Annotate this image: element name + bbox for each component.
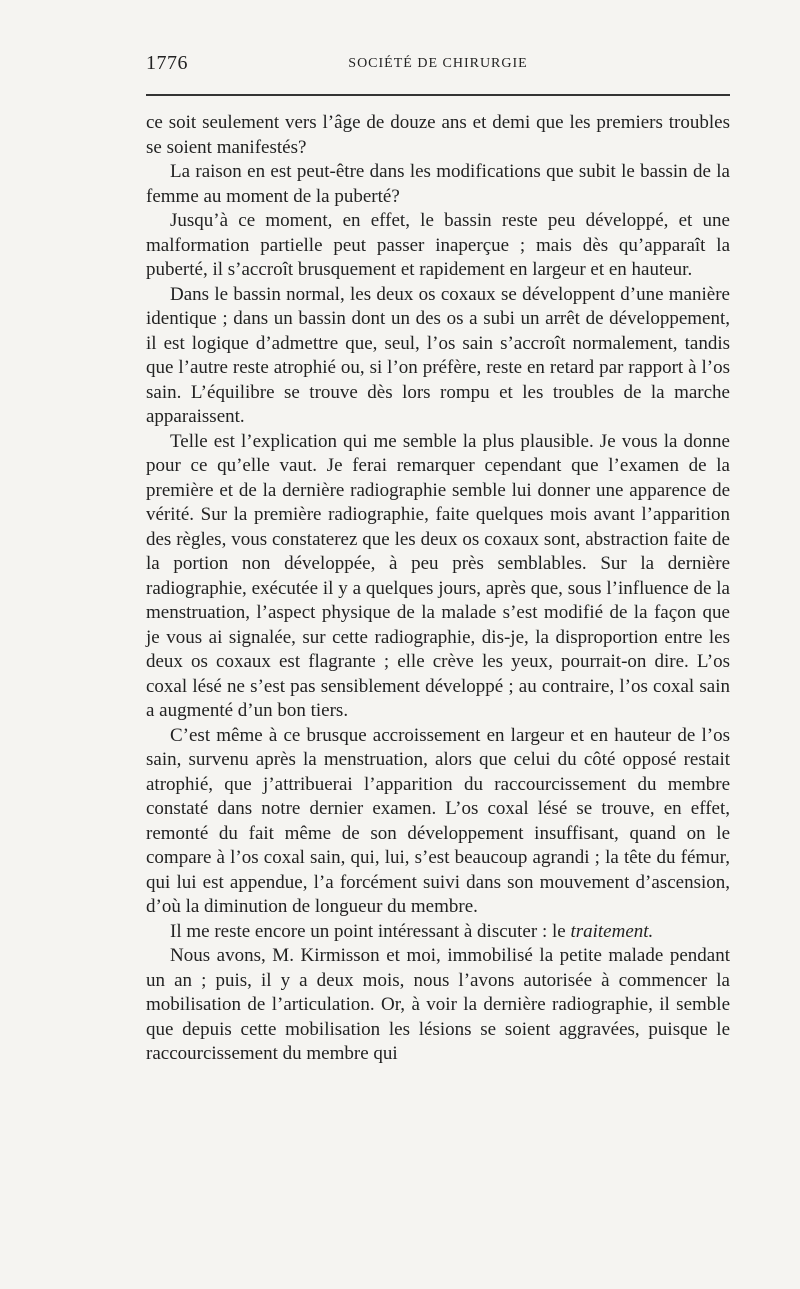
paragraph-2: La raison en est peut-être dans les modifications que subit le bassin de la femme au moment de la puberté? (146, 161, 730, 207)
paragraph-6: C’est même à ce brusque accroissement en largeur et en hauteur de l’os sain, survenu après la menstruation, alors que celui du côté opposé restait atrophié, que j’attribuerai l’apparition du raccourcissement du membre constaté dans notre dernier examen. L’os coxal lésé se trouve, en effet, remonté du fait même de son développement insuffisant, quand on le compare à l’os coxal sain, qui, lui, s’est beaucoup agrandi ; la tête du fémur, qui lui est appendue, l’a forcément suivi dans son mouvement d’ascension, d’où la diminution de longueur du membre. (146, 724, 730, 917)
paragraph-8: Nous avons, M. Kirmisson et moi, immobilisé la petite malade pendant un an ; puis, il y a deux mois, nous l’avons autorisée à commencer la mobilisation de l’articulation. Or, à voir la dernière radiographie, il semble que depuis cette mobilisation les lésions se soient aggravées, puisque le raccourcissement du membre qui (146, 945, 730, 1064)
paragraph-1: ce soit seulement vers l’âge de douze ans et demi que les premiers troubles se soient manifestés? (146, 112, 730, 158)
page-number: 1776 (146, 52, 188, 74)
paragraph-5: Telle est l’explication qui me semble la plus plausible. Je vous la donne pour ce qu’elle vaut. Je ferai remarquer cependant que l’examen de la première et de la dernière radiographie semble lui donner une apparence de vérité. Sur la première radiographie, faite quelques mois avant l’apparition des règles, vous constaterez que les deux os coxaux sont, abstraction faite de la portion non développée, à peu près semblables. Sur la dernière radiographie, exécutée il y a quelques jours, après que, sous l’influence de la menstruation, l’aspect physique de la malade s’est modifié de la façon que je vous ai signalée, sur cette radiographie, dis-je, la disproportion entre les deux os coxaux est flagrante ; elle crève les yeux, pourrait-on dire. L’os coxal lésé ne s’est pas sensiblement développé ; au contraire, l’os coxal sain a augmenté d’un bon tiers. (146, 430, 730, 721)
header-rule (146, 94, 730, 96)
page-header (146, 52, 730, 82)
paragraph-4: Dans le bassin normal, les deux os coxaux se développent d’une manière identique ; dans un bassin dont un des os a subi un arrêt de développement, il est logique d’admettre que, seul, l’os sain s’accroît normalement, tandis que l’autre reste atrophié ou, si l’on préfère, reste en retard par rapport à l’os sain. L’équilibre se trouve dès lors rompu et les troubles de la marche apparaissent. (146, 283, 730, 427)
paragraph-7-text: Il me reste encore un point intéressant à discuter : le (170, 920, 571, 942)
running-head: SOCIÉTÉ DE CHIRURGIE (348, 56, 528, 71)
paragraph-7 (146, 920, 730, 945)
paragraph-3: Jusqu’à ce moment, en effet, le bassin reste peu développé, et une malformation partielle peut passer inaperçue ; mais dès qu’apparaît la puberté, il s’accroît brusquement et rapidement en largeur et en hauteur. (146, 210, 730, 280)
paragraph-7-italic: traitement. (570, 920, 654, 942)
body-text (146, 111, 730, 1067)
